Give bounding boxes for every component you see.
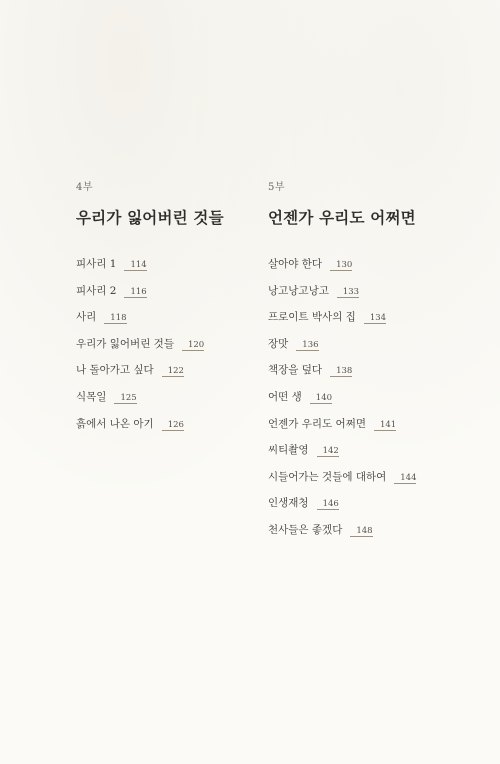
toc-entry-page: 122 bbox=[162, 366, 184, 377]
toc-entry[interactable] bbox=[268, 496, 483, 523]
toc-entry-title: 언젠가 우리도 어쩌면 bbox=[268, 417, 366, 430]
toc-entry-page: 125 bbox=[114, 393, 136, 404]
toc-entry-page: 142 bbox=[317, 446, 339, 457]
toc-entry-title: 나 돌아가고 싶다 bbox=[76, 364, 154, 377]
toc-entry[interactable] bbox=[268, 523, 483, 550]
toc-entry-title: 흙에서 나온 아기 bbox=[76, 417, 154, 430]
toc-entry[interactable] bbox=[268, 470, 483, 497]
part-4-toc-list bbox=[76, 257, 256, 443]
toc-entry-page: 130 bbox=[330, 260, 352, 271]
part-4-label: 4부 bbox=[76, 182, 94, 193]
toc-entry-page: 136 bbox=[296, 340, 318, 351]
toc-entry[interactable] bbox=[268, 390, 483, 417]
toc-entry[interactable] bbox=[268, 443, 483, 470]
toc-entry[interactable] bbox=[268, 363, 483, 390]
toc-entry[interactable] bbox=[76, 257, 256, 284]
toc-entry[interactable] bbox=[76, 363, 256, 390]
part-5-section bbox=[268, 180, 483, 550]
toc-entry-title: 살아야 한다 bbox=[268, 258, 323, 270]
toc-entry-page: 138 bbox=[330, 366, 352, 377]
toc-entry-title: 우리가 잃어버린 것들 bbox=[76, 337, 174, 350]
toc-entry-page: 118 bbox=[104, 313, 126, 324]
toc-entry-title: 인생재청 bbox=[268, 497, 309, 510]
toc-entry-page: 146 bbox=[317, 499, 339, 510]
toc-entry-page: 116 bbox=[124, 287, 146, 298]
toc-entry[interactable] bbox=[76, 417, 256, 444]
toc-entry[interactable] bbox=[76, 337, 256, 364]
toc-entry-title: 장맛 bbox=[268, 337, 289, 350]
toc-entry-title: 어떤 생 bbox=[268, 390, 302, 403]
part-5-title: 언젠가 우리도 어쩌면 bbox=[268, 208, 416, 227]
toc-entry-title: 프로이트 박사의 집 bbox=[268, 311, 356, 324]
toc-entry[interactable] bbox=[268, 310, 483, 337]
toc-entry[interactable] bbox=[268, 417, 483, 444]
toc-entry-title: 피사리 2 bbox=[76, 284, 117, 297]
part-4-title: 우리가 잃어버린 것들 bbox=[76, 208, 224, 227]
toc-entry-page: 141 bbox=[374, 420, 396, 431]
toc-entry-title: 책장을 덮다 bbox=[268, 364, 323, 377]
toc-entry-page: 134 bbox=[364, 313, 386, 324]
toc-entry-page: 140 bbox=[310, 393, 332, 404]
toc-entry-title: 씨티촬영 bbox=[268, 444, 309, 457]
toc-entry-page: 133 bbox=[337, 287, 359, 298]
toc-entry[interactable] bbox=[76, 310, 256, 337]
toc-entry-title: 시들어가는 것들에 대하여 bbox=[268, 470, 387, 483]
toc-entry[interactable] bbox=[268, 257, 483, 284]
toc-entry[interactable] bbox=[76, 390, 256, 417]
toc-entry-title: 낭고낭고낭고 bbox=[268, 284, 329, 297]
toc-entry-title: 천사들은 좋겠다 bbox=[268, 523, 343, 536]
toc-entry-title: 피사리 1 bbox=[76, 258, 117, 270]
toc-entry[interactable] bbox=[268, 284, 483, 311]
toc-entry-page: 120 bbox=[182, 340, 204, 351]
part-5-label: 5부 bbox=[268, 182, 286, 193]
toc-entry-page: 148 bbox=[350, 526, 372, 537]
toc-entry-title: 사리 bbox=[76, 311, 97, 324]
part-4-section bbox=[76, 180, 256, 443]
toc-entry-page: 126 bbox=[162, 420, 184, 431]
toc-entry-page: 144 bbox=[394, 473, 416, 484]
toc-entry-title: 식목일 bbox=[76, 390, 107, 403]
part-5-toc-list bbox=[268, 257, 483, 550]
toc-entry[interactable] bbox=[76, 284, 256, 311]
toc-entry[interactable] bbox=[268, 337, 483, 364]
toc-entry-page: 114 bbox=[124, 260, 146, 271]
